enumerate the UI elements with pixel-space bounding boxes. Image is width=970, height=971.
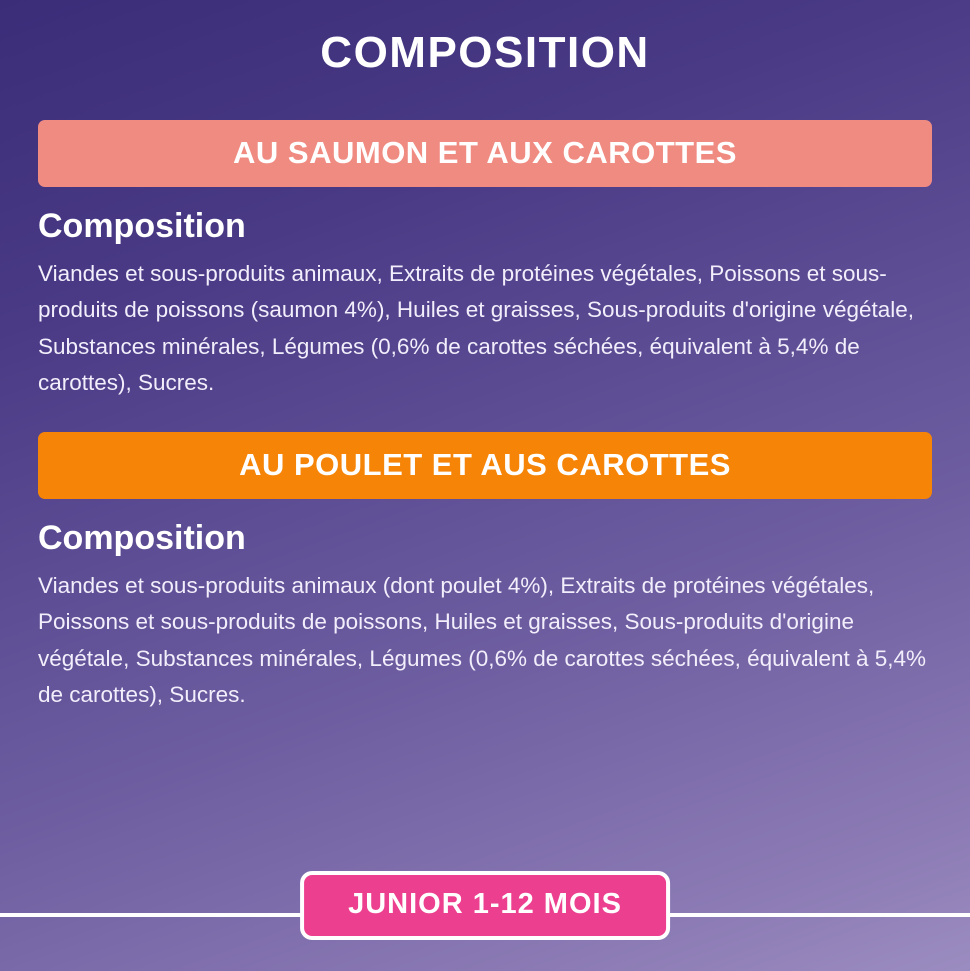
composition-text-chicken: Viandes et sous-produits animaux (dont poulet 4%), Extraits de protéines végétales, Poissons et sous-produits de poissons, Huiles et graisses, Sous-produits d'origine végétale, Substances minérales, Légumes (0,6% de carottes séchées, équivalent à 5,4% de carottes), Sucres.	[38, 572, 927, 708]
variant-banner-chicken: AU POULET ET AUS CAROTTES	[38, 432, 932, 499]
composition-text-salmon: Viandes et sous-produits animaux, Extraits de protéines végétales, Poissons et sous-produits de poissons (saumon 4%), Huiles et graisses, Sous-produits d'origine végétale, Substances minérales, Légumes (0,6% de carottes séchées, équivalent à 5,4% de carottes), Sucres.	[38, 261, 915, 396]
variant-banner-salmon: AU SAUMON ET AUX CAROTTES	[38, 120, 932, 187]
composition-heading-chicken: Composition	[38, 518, 246, 557]
footer-area	[0, 871, 970, 971]
page-title: COMPOSITION	[320, 28, 650, 77]
age-range-badge: JUNIOR 1-12 MOIS	[300, 871, 670, 940]
composition-heading-salmon: Composition	[38, 207, 246, 245]
